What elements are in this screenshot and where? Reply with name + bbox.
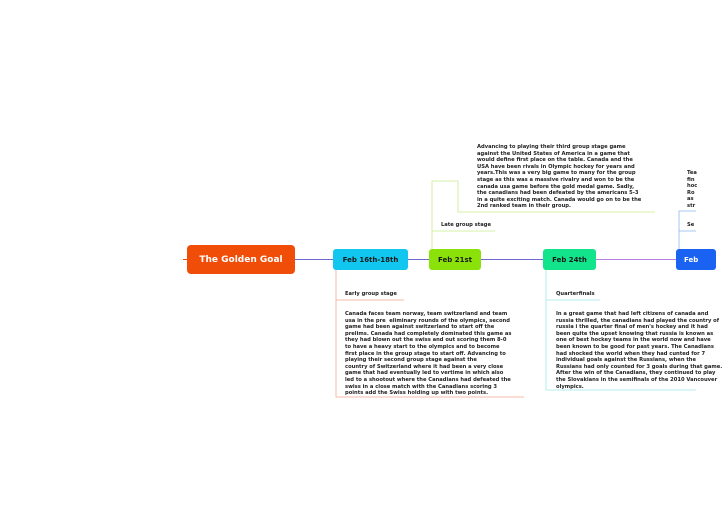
subtopic-early-group-stage[interactable]: Early group stage: [345, 291, 397, 297]
subtopic-semifinals-cut[interactable]: Se: [687, 222, 695, 228]
topic-feb-cut[interactable]: [676, 249, 716, 270]
subtopic-late-group-stage[interactable]: Late group stage: [441, 222, 491, 228]
topic-label: Feb 16th-18th: [342, 255, 399, 264]
topic-label: Feb 21st: [438, 255, 472, 264]
n4-text-line: [679, 211, 696, 231]
n2-branch-line: [432, 231, 495, 249]
note-early-group-stage[interactable]: Canada faces team norway, team switzerland and team usa in the pre eliminary rounds of the olympics, second game had been against switzerland to start off the prelims. Canada had completely dominated this game as they had blown out the swiss and out scoring them 8-0 to have a heavy start to the olympics and to become first place in the group stage to start off. Advancing to playing their second group stage against the country of Switzerland where it had been a very close game that had eventually led to vertime in which also led to a shootout where the Canadians had defeated the swiss in a close match with the Canadians scoring 3 points add the Swiss holding up with two points.: [345, 311, 512, 397]
topic-label: Feb 24th: [552, 255, 587, 264]
topic-label: Feb: [684, 255, 699, 264]
topic-feb-21st[interactable]: [429, 249, 481, 270]
note-semifinals-cut[interactable]: Tea fin hoc Ro as str: [687, 170, 698, 209]
note-late-group-stage[interactable]: Advancing to playing their third group stage game against the United States of America in a game that would define first place on the table. Canada and the USA have been rivals in Olympic hockey for years and years.This was a very big game to many for the group stage as this was a massive rivalry and won to be the canada usa game before the gold medal game. Sadly, the canadians had been defeated by the americans 5-3 in a quite exciting match. Canada would go on to be the 2nd ranked team in their group.: [477, 144, 642, 210]
root-topic-label: The Golden Goal: [199, 254, 283, 265]
note-quarterfinals[interactable]: In a great game that had left citizens of canada and russia thrilled, the canadians had played the country of russia i the quarter final of men's hockey and it had been quite the upset knowing that russia is known as one of best hockey teams in the world now and have been known to be good for past years. The Canadians had shocked the world when they had cunted for 7 individual goals against the Russians, when the Russians had only counted for 3 goals during that game. After the win of the Canadians, they continued to play the Slovakians in the semifinals of the 2010 Vancouver olympics.: [556, 311, 722, 390]
n4-branch-line: [679, 231, 696, 249]
topic-feb-24th[interactable]: [543, 249, 596, 270]
subtopic-quarterfinals[interactable]: Quarterfinals: [556, 291, 595, 297]
topic-feb-16th-18th[interactable]: [333, 249, 408, 270]
root-topic[interactable]: [187, 245, 295, 274]
